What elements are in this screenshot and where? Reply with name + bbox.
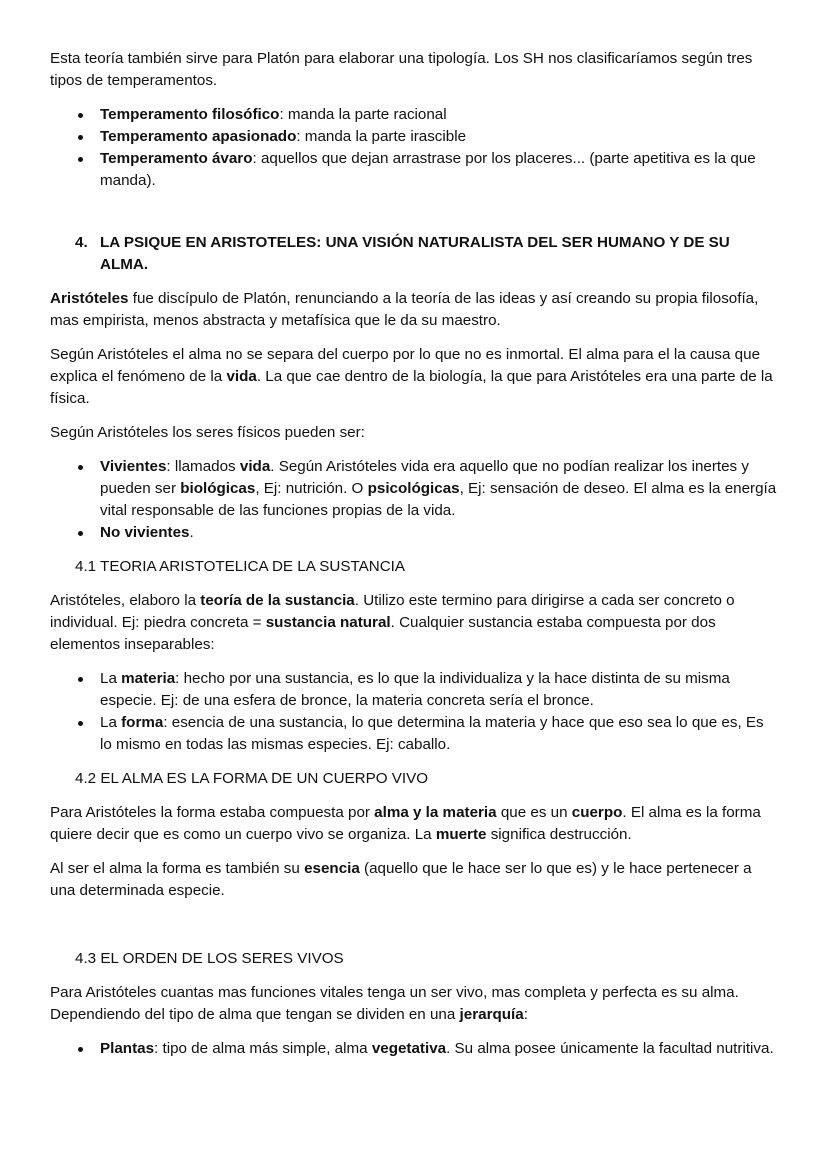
section-4-paragraph-1 xyxy=(50,288,778,332)
text: . La que cae dentro de la biología, la que para Aristóteles era una parte de la física. xyxy=(50,368,773,407)
bold-term: cuerpo xyxy=(571,804,623,821)
subsection-4-2-paragraph-2 xyxy=(50,858,778,902)
text: Al ser el alma la forma es también su xyxy=(50,860,305,877)
list-item-text: : aquellos que dejan arrastrase por los placeres... (parte apetitiva es la que manda). xyxy=(100,150,756,189)
text: . Cualquier sustancia estaba compuesta por dos elementos inseparables: xyxy=(50,614,716,653)
spacer xyxy=(50,914,778,948)
text: : esencia de una sustancia, lo que determina la materia y hace que eso sea lo que es, Es lo mismo en todas las mismas especies. Ej: caballo. xyxy=(100,714,764,753)
text: . Según Aristóteles vida era aquello que no podían realizar los inertes y pueden ser xyxy=(100,458,749,497)
text: Según Aristóteles el alma no se separa del cuerpo por lo que no es inmortal. El alma para el la causa que explica el fenómeno de la xyxy=(50,346,761,385)
text: , Ej: nutrición. O xyxy=(255,480,368,497)
bold-term: teoría de la sustancia xyxy=(200,592,355,609)
text: (aquello que le hace ser lo que es) y le hace pertenecer a una determinada especie. xyxy=(50,860,752,899)
substance-list xyxy=(50,668,778,756)
text: Para Aristóteles cuantas mas funciones vitales tenga un ser vivo, mas completa y perfecta es su alma. Dependiendo del tipo de alma que tengan se dividen en una xyxy=(50,984,739,1023)
bold-term: No vivientes xyxy=(100,524,190,541)
section-4-paragraph-2 xyxy=(50,344,778,410)
list-item-term: Temperamento apasionado xyxy=(100,128,297,145)
bold-term: Aristóteles xyxy=(50,290,129,307)
bold-term: Vivientes xyxy=(100,458,167,475)
bold-term: materia xyxy=(121,670,176,687)
intro-paragraph: Esta teoría también sirve para Platón para elaborar una tipología. Los SH nos clasificaríamos según tres tipos de temperamentos. xyxy=(50,50,753,89)
bold-term: forma xyxy=(121,714,164,731)
text: : xyxy=(523,1006,528,1023)
section-4-paragraph-3: Según Aristóteles los seres físicos pueden ser: xyxy=(50,424,365,441)
section-title: LA PSIQUE EN ARISTOTELES: UNA VISIÓN NATURALISTA DEL SER HUMANO Y DE SU ALMA. xyxy=(100,234,730,273)
bold-term: alma y la materia xyxy=(374,804,497,821)
list-item-term: Temperamento ávaro xyxy=(100,150,253,167)
bold-term: vida xyxy=(239,458,271,475)
document-page xyxy=(50,48,778,1072)
list-item xyxy=(100,1038,778,1060)
text: : tipo de alma más simple, alma xyxy=(154,1040,372,1057)
section-4-heading xyxy=(50,232,778,276)
list-item-text: : manda la parte irascible xyxy=(296,128,467,145)
list-item xyxy=(100,712,778,756)
text: : llamados xyxy=(166,458,240,475)
bold-term: Plantas xyxy=(100,1040,155,1057)
section-number: 4. xyxy=(75,234,88,251)
text: . El alma es la forma quiere decir que es como un cuerpo vivo se organiza. La xyxy=(50,804,761,843)
bold-term: jerarquía xyxy=(459,1006,524,1023)
bold-term: vida xyxy=(226,368,257,385)
list-item xyxy=(100,668,778,712)
subsection-4-3-paragraph xyxy=(50,982,778,1026)
text: La xyxy=(100,714,122,731)
temperament-list xyxy=(50,104,778,192)
bold-term: psicológicas xyxy=(367,480,460,497)
bold-term: muerte xyxy=(435,826,487,843)
list-item xyxy=(100,126,778,148)
text: . Su alma posee únicamente la facultad nutritiva. xyxy=(446,1040,774,1057)
bold-term: sustancia natural xyxy=(265,614,391,631)
text: Para Aristóteles la forma estaba compuesta por xyxy=(50,804,375,821)
bold-term: vegetativa xyxy=(371,1040,447,1057)
subsection-4-2-paragraph-1 xyxy=(50,802,778,846)
list-item xyxy=(100,456,778,522)
text: . xyxy=(189,524,194,541)
list-item xyxy=(100,148,778,192)
text: Aristóteles, elaboro la xyxy=(50,592,201,609)
subsection-4-2-heading: 4.2 EL ALMA ES LA FORMA DE UN CUERPO VIVO xyxy=(75,770,429,787)
subsection-4-1-paragraph xyxy=(50,590,778,656)
subsection-4-1-heading: 4.1 TEORIA ARISTOTELICA DE LA SUSTANCIA xyxy=(75,558,406,575)
hierarchy-list xyxy=(50,1038,778,1060)
text: . Utilizo este termino para dirigirse a cada ser concreto o individual. Ej: piedra concreta = xyxy=(50,592,735,631)
bold-term: esencia xyxy=(304,860,360,877)
text: La xyxy=(100,670,122,687)
beings-list xyxy=(50,456,778,544)
text: significa destrucción. xyxy=(486,826,632,843)
list-item-term: Temperamento filosófico xyxy=(100,106,280,123)
text: : hecho por una sustancia, es lo que la individualiza y la hace distinta de su misma especie. Ej: de una esfera de bronce, la materia concreta sería el bronce. xyxy=(100,670,730,709)
text: que es un xyxy=(496,804,572,821)
list-item xyxy=(100,104,778,126)
subsection-4-3-heading: 4.3 EL ORDEN DE LOS SERES VIVOS xyxy=(75,950,344,967)
list-item xyxy=(100,522,778,544)
bold-term: biológicas xyxy=(180,480,256,497)
text: fue discípulo de Platón, renunciando a la teoría de las ideas y así creando su propia filosofía, mas empirista, menos abstracta y metafísica que le da su maestro. xyxy=(50,290,759,329)
list-item-text: : manda la parte racional xyxy=(279,106,447,123)
text: , Ej: sensación de deseo. El alma es la energía vital responsable de las funciones propias de la vida. xyxy=(100,480,777,519)
